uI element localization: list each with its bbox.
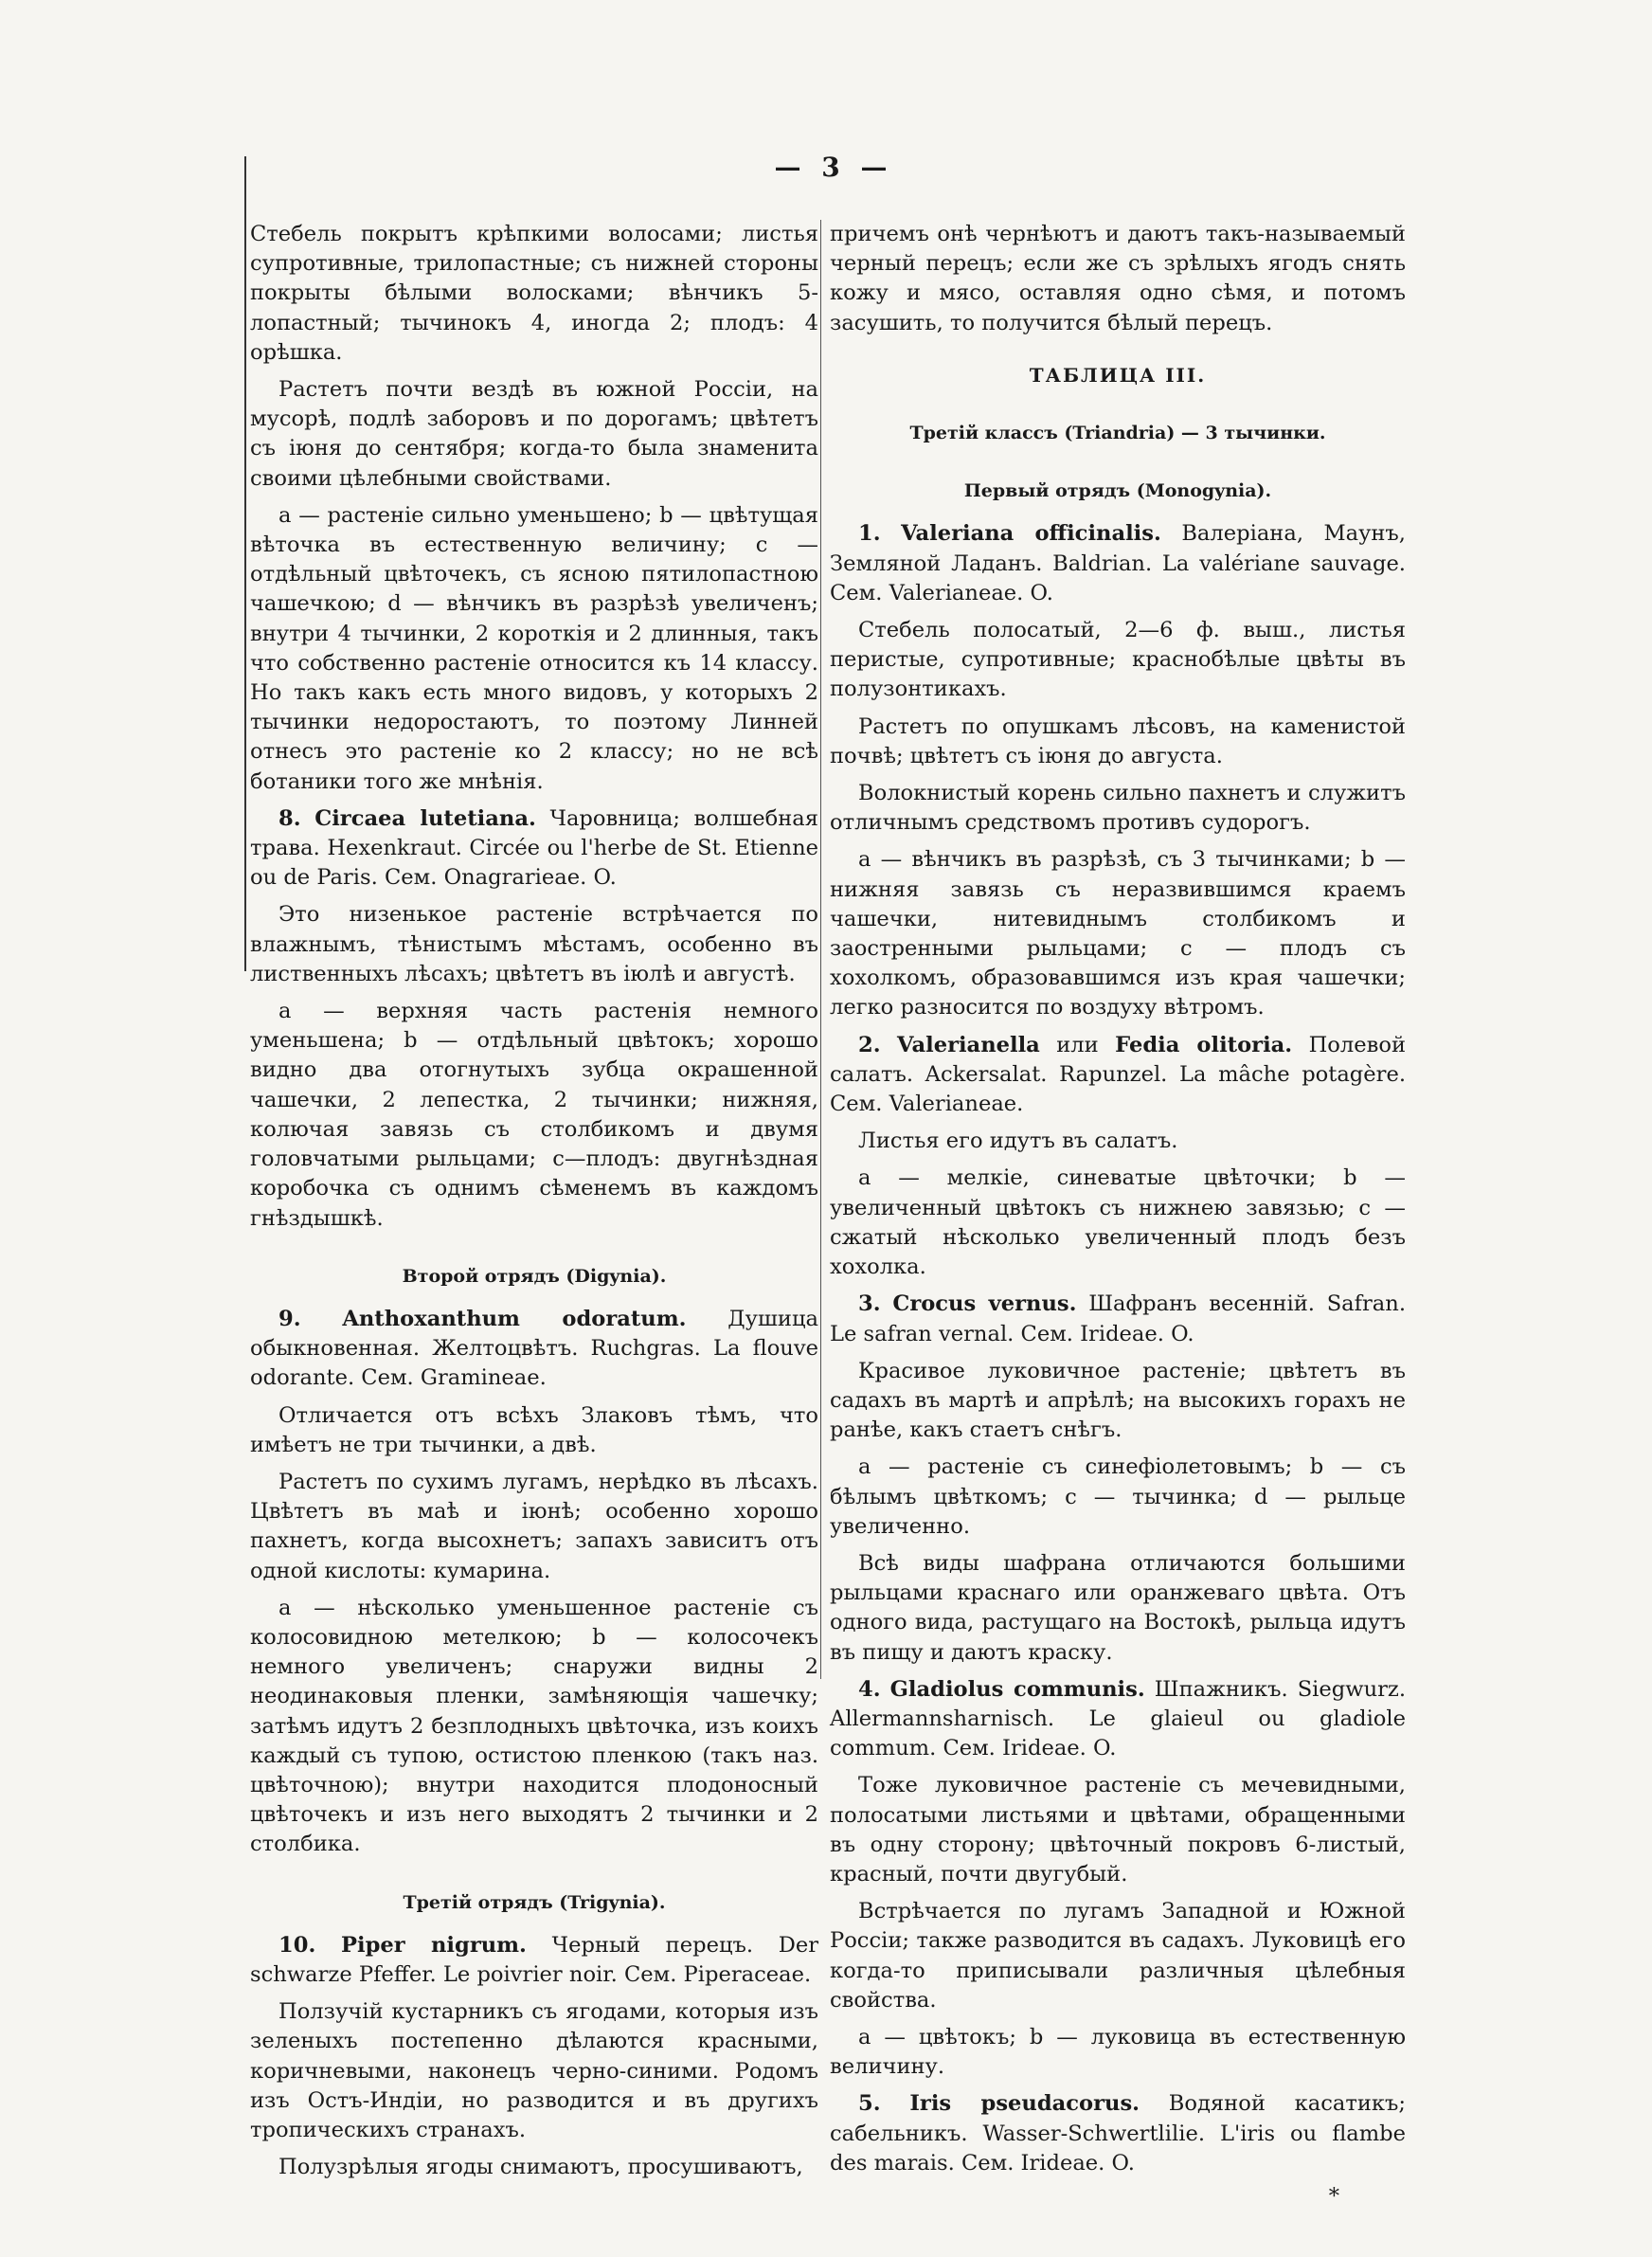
entry-text: Шпажникъ. Siegwurz. Allermannsharnisch. Le glaieul ou gladiole commum. Сем. Irideae. O. bbox=[830, 1676, 1407, 1761]
entry-text: Черный перецъ. Der schwarze Pfeffer. Le poivrier noir. Сем. Piperaceae. bbox=[250, 1932, 818, 1987]
paragraph: Растетъ по сухимъ лугамъ, нерѣдко въ лѣсахъ. Цвѣтетъ въ маѣ и іюнѣ; особенно хорошо пахнетъ, когда высохнетъ; запахъ зависитъ отъ одной кислоты: кумарина. bbox=[250, 1469, 818, 1583]
species-entry-2 bbox=[830, 1031, 1406, 1120]
section-heading: Второй отрядъ (Digynia). bbox=[402, 1265, 667, 1287]
paragraph: a — вѣнчикъ въ разрѣзѣ, съ 3 тычинками; b — нижняя завязь съ неразвившимся краемъ чашечки, нитевиднымъ столбикомъ и заостренными рыльцами; c — плодъ съ хохолкомъ, образовавшимся изъ края чашечки; легко разносится по воздуху вѣтромъ. bbox=[830, 847, 1406, 1020]
entry-number: 8. bbox=[278, 805, 301, 831]
right-column bbox=[830, 220, 1406, 2212]
entry-number: 2. bbox=[858, 1032, 881, 1057]
paragraph: Волокнистый корень сильно пахнетъ и служитъ отличнымъ средствомъ противъ судорогъ. bbox=[830, 781, 1406, 836]
latin-name: Valerianella bbox=[897, 1032, 1040, 1057]
paragraph: a — растеніе съ синефіолетовымъ; b — съ бѣлымъ цвѣткомъ; c — тычинка; d — рыльце увеличенно. bbox=[830, 1454, 1406, 1539]
latin-name: Piper nigrum. bbox=[341, 1932, 527, 1958]
latin-name: Anthoxanthum odoratum. bbox=[342, 1306, 687, 1331]
latin-name: Iris pseudacorus. bbox=[909, 2091, 1140, 2117]
entry-number: 1. bbox=[858, 521, 881, 547]
paragraph: a — растеніе сильно уменьшено; b — цвѣтущая вѣточка въ естественную величину; c — отдѣльный цвѣточекъ, съ ясною пятилопастною чашечкою; d — вѣнчикъ въ разрѣзѣ увеличенъ; внутри 4 тычинки, 2 короткія и 2 длинныя, такъ что собственно растеніе относится къ 14 классу. Но такъ какъ есть много видовъ, у которыхъ 2 тычинки недоростаютъ, то поэтому Линней отнесъ это растеніе ко 2 классу; но не всѣ ботаники того же мнѣнія. bbox=[250, 502, 818, 794]
entry-number: 10. bbox=[278, 1932, 316, 1958]
species-entry-8 bbox=[250, 804, 818, 894]
class-heading: Третій классъ (Triandria) — 3 тычинки. bbox=[909, 423, 1326, 444]
paragraph: a — нѣсколько уменьшенное растеніе съ колосовидною метелкою; b — колосочекъ немного увеличенъ; снаружи видны 2 неодинаковыя пленки, замѣняющія чашечку; затѣмъ идутъ 2 безплодныхъ цвѣточка, изъ коихъ каждый съ тупою, остистою пленкою (такъ наз. цвѣточною); внутри находится плодоносный цвѣточекъ и изъ него выходятъ 2 тычинки и 2 столбика. bbox=[250, 1595, 818, 1857]
paragraph: Это низенькое растеніе встрѣчается по влажнымъ, тѣнистымъ мѣстамъ, особенно въ лиственныхъ лѣсахъ; цвѣтетъ въ іюлѣ и августѣ. bbox=[250, 902, 818, 986]
entry-number: 4. bbox=[858, 1676, 881, 1702]
entry-number: 3. bbox=[858, 1291, 881, 1317]
paragraph: Растетъ по опушкамъ лѣсовъ, на каменистой почвѣ; цвѣтетъ съ іюня до августа. bbox=[830, 713, 1406, 768]
paragraph: a — мелкіе, синеватые цвѣточки; b — увеличенный цвѣтокъ съ нижнею завязью; c — сжатый нѣсколько увеличенный плодъ безъ хохолка. bbox=[830, 1165, 1406, 1280]
paragraph: Встрѣчается по лугамъ Западной и Южной Россіи; также разводится въ садахъ. Луковицѣ его когда-то приписывали различныя цѣлебныя свойства. bbox=[830, 1899, 1406, 2013]
paragraph: причемъ онѣ чернѣютъ и даютъ такъ-называемый черный перецъ; если же съ зрѣлыхъ ягодъ снять кожу и мясо, оставляя одно сѣмя, и потомъ засушить, то получится бѣлый перецъ. bbox=[830, 222, 1406, 335]
signature-mark: * bbox=[1328, 2183, 1339, 2209]
left-column bbox=[250, 220, 818, 2182]
entry-text: Чаровница; волшебная трава. Hexenkraut. Circée ou l'herbe de St. Etienne ou de Paris. Сем. Onagrarieae. O. bbox=[250, 805, 818, 891]
species-entry-1 bbox=[830, 519, 1406, 608]
entry-text: Душица обыкновенная. Желтоцвѣтъ. Ruchgras. La flouve odorante. Сем. Gramineae. bbox=[250, 1306, 818, 1391]
entry-text: Полевой салатъ. Ackersalat. Rapunzel. La mâche potagère. Сем. Valerianeae. bbox=[830, 1032, 1407, 1117]
paragraph: Ползучій кустарникъ съ ягодами, которыя изъ зеленыхъ постепенно дѣлаются красными, коричневыми, наконецъ черно-синими. Родомъ изъ Остъ-Индіи, но разводится и въ другихъ тропическихъ странахъ. bbox=[250, 1999, 818, 2142]
latin-name: Crocus vernus. bbox=[892, 1291, 1077, 1317]
latin-name: Valeriana officinalis. bbox=[901, 521, 1161, 547]
latin-name: Gladiolus communis. bbox=[889, 1676, 1145, 1702]
entry-number: 5. bbox=[858, 2091, 881, 2117]
latin-name: Circaea lutetiana. bbox=[314, 805, 536, 831]
paragraph: Полузрѣлыя ягоды снимаютъ, просушиваютъ, bbox=[278, 2155, 803, 2180]
paragraph: Стебель покрытъ крѣпкими волосами; листья супротивные, трилопастные; съ нижней стороны покрыты бѣлыми волосками; вѣнчикъ 5-лопастный; тычинокъ 4, иногда 2; плодъ: 4 орѣшка. bbox=[250, 222, 818, 365]
section-heading: Третій отрядъ (Trigynia). bbox=[403, 1891, 666, 1913]
species-entry-3 bbox=[830, 1290, 1406, 1348]
entry-text: Водяной касатикъ; сабельникъ. Wasser-Schwertlilie. L'iris ou flambe des marais. Сем. Irideae. O. bbox=[830, 2091, 1407, 2176]
paragraph: Растетъ почти вездѣ въ южной Россіи, на мусорѣ, подлѣ заборовъ и по дорогамъ; цвѣтетъ съ іюня до сентября; когда-то была знаменита своими цѣлебными свойствами. bbox=[250, 377, 818, 491]
paragraph: a — цвѣтокъ; b — луковица въ естественную величину. bbox=[830, 2024, 1406, 2080]
species-entry-4 bbox=[830, 1675, 1406, 1764]
species-entry-5 bbox=[830, 2089, 1406, 2178]
latin-name-alt: Fedia olitoria. bbox=[1115, 1032, 1293, 1057]
entry-number: 9. bbox=[278, 1306, 301, 1331]
entry-text: Валеріана, Маунъ, Земляной Ладанъ. Baldrian. La valériane sauvage. Сем. Valerianeae. O. bbox=[830, 521, 1406, 605]
paragraph: Красивое луковичное растеніе; цвѣтетъ въ садахъ въ мартѣ и апрѣлѣ; на высокихъ горахъ не ранѣе, какъ стаетъ снѣгъ. bbox=[830, 1358, 1406, 1443]
column-divider bbox=[820, 220, 821, 1679]
paragraph: Всѣ виды шафрана отличаются большими рыльцами краснаго или оранжеваго цвѣта. Отъ одного вида, растущаго на Востокѣ, рыльца идутъ въ пищу и даютъ краску. bbox=[830, 1550, 1406, 1665]
species-entry-9 bbox=[250, 1305, 818, 1394]
species-entry-10 bbox=[250, 1931, 818, 1990]
paragraph: Листья его идутъ въ салатъ. bbox=[858, 1128, 1178, 1154]
paragraph: Тоже луковичное растеніе съ мечевидными, полосатыми листьями и цвѣтами, обращенными въ одну сторону; цвѣточный покровъ 6-листый, красный, почти двугубый. bbox=[830, 1773, 1406, 1887]
paragraph: Стебель полосатый, 2—6 ф. выш., листья перистые, супротивные; краснобѣлые цвѣты въ полузонтикахъ. bbox=[830, 618, 1406, 702]
page-number: — 3 — bbox=[774, 152, 893, 183]
entry-connector: или bbox=[1056, 1032, 1099, 1057]
paragraph: a — верхняя часть растенія немного уменьшена; b — отдѣльный цвѣтокъ; хорошо видно два отогнутыхъ зубца окрашенной чашечки, 2 лепестка, 2 тычинки; нижняя, колючая завязь съ столбикомъ и двумя головчатыми рыльцами; c—плодъ: двугнѣздная коробочка съ однимъ сѣменемъ въ каждомъ гнѣздышкѣ. bbox=[250, 999, 818, 1231]
paragraph: Отличается отъ всѣхъ Злаковъ тѣмъ, что имѣетъ не три тычинки, а двѣ. bbox=[250, 1402, 818, 1457]
left-margin-rule bbox=[244, 156, 246, 971]
order-heading: Первый отрядъ (Monogynia). bbox=[963, 480, 1272, 502]
entry-text: Шафранъ весенній. Safran. Le safran vernal. Сем. Irideae. O. bbox=[830, 1291, 1407, 1346]
table-heading: ТАБЛИЦА III. bbox=[1029, 363, 1207, 387]
